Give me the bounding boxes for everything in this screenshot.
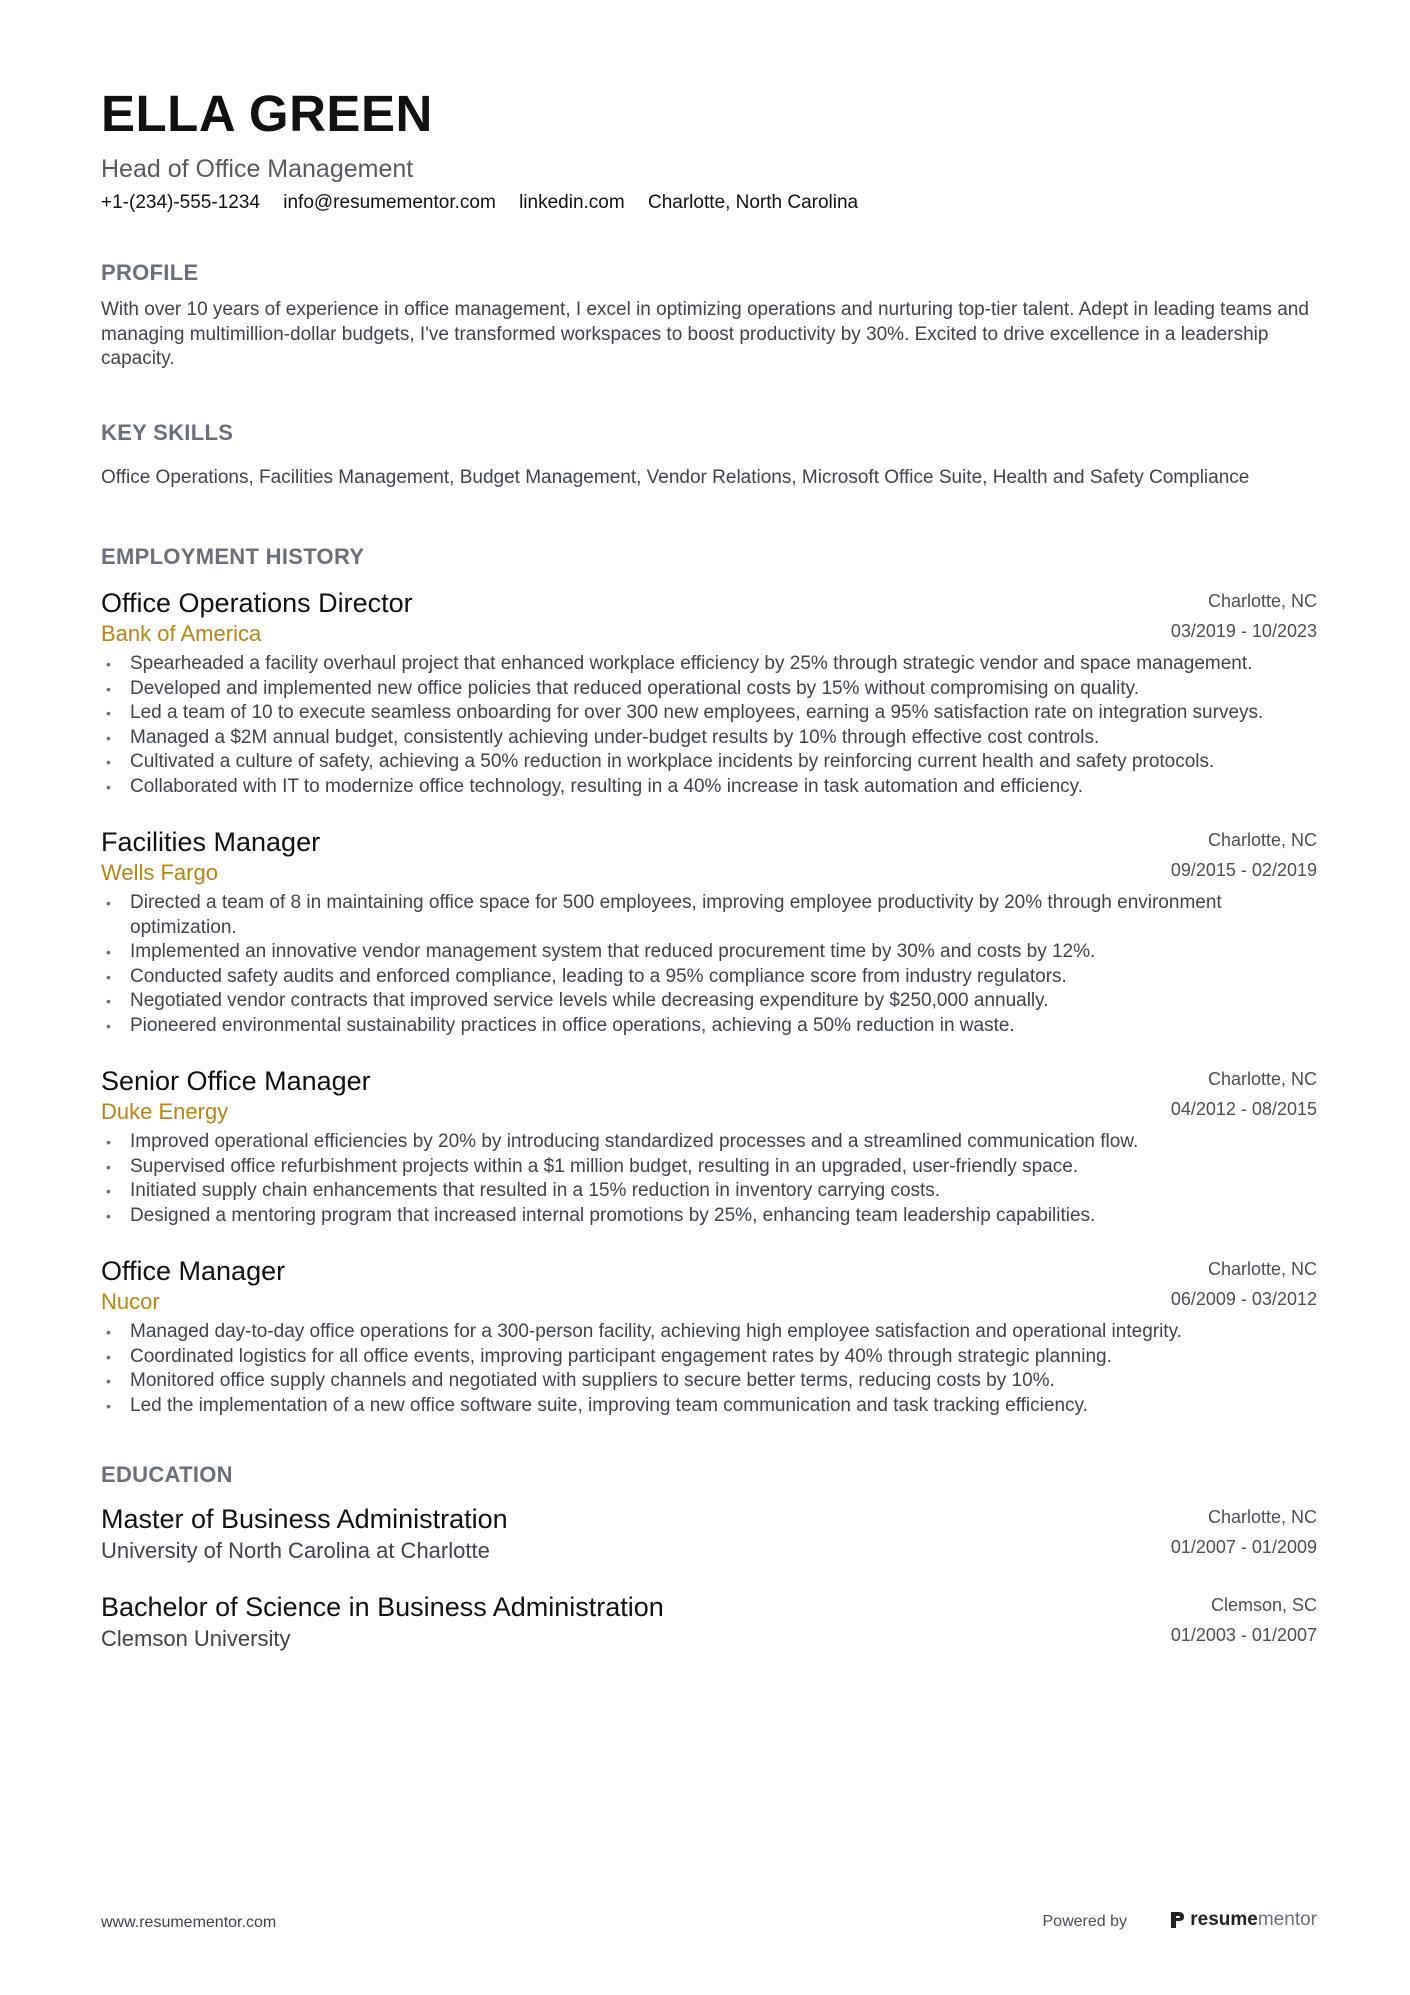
job-company: Nucor <box>101 1289 160 1314</box>
bullet-dot-icon: • <box>106 1017 111 1034</box>
job-bullets <box>101 652 1317 799</box>
job-meta <box>1171 586 1317 646</box>
job-bullets <box>101 891 1317 1038</box>
candidate-name: ELLA GREEN <box>101 85 433 142</box>
bullet-item: • Negotiated vendor contracts that improved service levels while decreasing expenditure by $250,000 annually. <box>101 989 1317 1014</box>
bullet-dot-icon: • <box>106 656 111 672</box>
bullet-dot-icon: • <box>106 754 111 770</box>
bullet-dot-icon: • <box>106 968 111 985</box>
contact-linkedin: linkedin.com <box>519 192 625 213</box>
section-title: EDUCATION <box>101 1462 233 1487</box>
powered-by-label: Powered by <box>1042 1913 1127 1930</box>
degree-title: Bachelor of Science in Business Administration <box>101 1592 664 1622</box>
bullet-dot-icon: • <box>106 1324 111 1340</box>
education-entry <box>101 1590 1317 1654</box>
education-meta <box>1171 1502 1317 1562</box>
bullet-item: • Coordinated logistics for all office events, improving participant engagement rates by 40% through strategic planning. <box>101 1345 1317 1370</box>
bullet-item: • Collaborated with IT to modernize office technology, resulting in a 40% increase in task automation and efficiency. <box>101 775 1317 800</box>
education-dates: 01/2007 - 01/2009 <box>1170 1537 1317 1557</box>
bullet-item: • Managed a $2M annual budget, consistently achieving under-budget results by 10% through effective cost controls. <box>101 726 1317 751</box>
job-location: Charlotte, NC <box>1207 591 1317 611</box>
job-header <box>101 825 1317 887</box>
bullet-dot-icon: • <box>106 1134 111 1150</box>
bullet-item: • Managed day-to-day office operations for a 300-person facility, achieving high employee satisfaction and operational integrity. <box>101 1320 1317 1345</box>
bullet-dot-icon: • <box>106 1183 111 1199</box>
job-dates: 06/2009 - 03/2012 <box>1170 1289 1317 1309</box>
school-name: University of North Carolina at Charlotte <box>101 1538 490 1563</box>
education-location: Charlotte, NC <box>1207 1507 1317 1527</box>
bullet-dot-icon: • <box>106 1207 111 1224</box>
bullet-dot-icon: • <box>106 778 111 795</box>
job-meta <box>1171 1254 1317 1314</box>
job-meta <box>1171 1064 1317 1124</box>
skills-text: Office Operations, Facilities Management, Budget Management, Vendor Relations, Microsoft Office Suite, Health and Safety Compliance <box>101 466 1250 488</box>
job-title: Office Operations Director <box>101 588 413 618</box>
job-entry <box>101 586 1317 799</box>
school-name: Clemson University <box>101 1626 291 1651</box>
resumementor-logo-icon <box>1168 1909 1186 1931</box>
profile-text: With over 10 years of experience in office management, I excel in optimizing operations and nurturing top-tier talent. Adept in leading teams and managing multimillion-dollar budgets, I've transformed workspaces to boost productivity by 30%. Excited to drive excellence in a leadership capacity. <box>101 299 1309 369</box>
bullet-dot-icon: • <box>106 705 111 721</box>
bullet-item: • Led the implementation of a new office software suite, improving team communication and task tracking efficiency. <box>101 1394 1317 1419</box>
job-location: Charlotte, NC <box>1207 830 1317 850</box>
bullet-item: • Implemented an innovative vendor management system that reduced procurement time by 30% and costs by 12%. <box>101 940 1317 965</box>
section-title: KEY SKILLS <box>101 419 234 445</box>
bullet-item: • Pioneered environmental sustainability practices in office operations, achieving a 50% reduction in waste. <box>101 1014 1317 1039</box>
contact-email: info@resumementor.com <box>283 192 496 213</box>
bullet-item: • Designed a mentoring program that increased internal promotions by 25%, enhancing team leadership capabilities. <box>101 1204 1317 1229</box>
bullet-item: • Improved operational efficiencies by 20% by introducing standardized processes and a streamlined communication flow. <box>101 1130 1317 1155</box>
bullet-item: • Initiated supply chain enhancements that resulted in a 15% reduction in inventory carrying costs. <box>101 1179 1317 1204</box>
footer-website-link[interactable]: www.resumementor.com <box>101 1914 277 1931</box>
resume-content <box>101 78 1317 1654</box>
bullet-dot-icon: • <box>106 1373 111 1389</box>
job-company: Wells Fargo <box>101 860 218 885</box>
bullet-item: • Developed and implemented new office policies that reduced operational costs by 15% without compromising on quality. <box>101 677 1317 702</box>
section-title: PROFILE <box>101 260 199 285</box>
profile-section <box>101 258 1317 372</box>
job-entry <box>101 825 1317 1038</box>
contact-line <box>101 190 1317 216</box>
job-bullets <box>101 1320 1317 1418</box>
job-title: Office Manager <box>101 1256 286 1286</box>
education-meta <box>1171 1590 1317 1650</box>
employment-section <box>101 542 1317 1418</box>
job-bullets <box>101 1130 1317 1228</box>
bullet-item: • Supervised office refurbishment projects within a $1 million budget, resulting in an upgraded, user-friendly space. <box>101 1155 1317 1180</box>
bullet-item: • Directed a team of 8 in maintaining office space for 500 employees, improving employee productivity by 20% through environment optimization. <box>106 892 1222 938</box>
job-entry <box>101 1254 1317 1418</box>
job-meta <box>1171 825 1317 885</box>
education-location: Clemson, SC <box>1210 1595 1317 1615</box>
job-header <box>101 586 1317 648</box>
job-header <box>101 1254 1317 1316</box>
bullet-dot-icon: • <box>106 1158 111 1175</box>
job-header <box>101 1064 1317 1126</box>
job-title: Facilities Manager <box>101 827 321 857</box>
brand-logo[interactable] <box>1168 1909 1317 1931</box>
bullet-dot-icon: • <box>106 729 111 746</box>
job-location: Charlotte, NC <box>1207 1259 1317 1279</box>
job-location: Charlotte, NC <box>1207 1069 1317 1089</box>
contact-location: Charlotte, North Carolina <box>647 192 859 213</box>
bullet-item: • Led a team of 10 to execute seamless onboarding for over 300 new employees, earning a 95% satisfaction rate on integration surveys. <box>101 701 1317 726</box>
job-entry <box>101 1064 1317 1228</box>
job-dates: 04/2012 - 08/2015 <box>1170 1099 1317 1119</box>
bullet-item: • Cultivated a culture of safety, achieving a 50% reduction in workplace incidents by reinforcing current health and safety protocols. <box>101 750 1317 775</box>
bullet-dot-icon: • <box>106 680 111 697</box>
skills-section <box>101 418 1317 491</box>
education-dates: 01/2003 - 01/2007 <box>1170 1625 1317 1645</box>
brand-name-light: mentor <box>1257 1909 1317 1930</box>
bullet-item: • Conducted safety audits and enforced compliance, leading to a 95% compliance score from industry regulators. <box>101 965 1317 990</box>
page-footer <box>101 1908 1317 1938</box>
bullet-item: • Monitored office supply channels and negotiated with suppliers to secure better terms, reducing costs by 10%. <box>101 1369 1317 1394</box>
bullet-dot-icon: • <box>106 993 111 1009</box>
bullet-dot-icon: • <box>106 944 111 960</box>
degree-title: Master of Business Administration <box>101 1504 508 1534</box>
bullet-dot-icon: • <box>106 1397 111 1414</box>
education-section <box>101 1460 1317 1654</box>
job-dates: 03/2019 - 10/2023 <box>1170 621 1317 641</box>
job-title: Senior Office Manager <box>101 1066 371 1096</box>
candidate-headline: Head of Office Management <box>101 155 414 183</box>
resume-header <box>101 78 1317 216</box>
job-company: Duke Energy <box>101 1099 229 1124</box>
section-title: EMPLOYMENT HISTORY <box>101 544 365 569</box>
bullet-item: • Spearheaded a facility overhaul project that enhanced workplace efficiency by 25% through strategic vendor and space management. <box>101 652 1317 677</box>
job-company: Bank of America <box>101 621 262 646</box>
contact-phone: +1-(234)-555-1234 <box>101 192 260 213</box>
bullet-dot-icon: • <box>106 1348 111 1365</box>
education-entry <box>101 1502 1317 1566</box>
brand-name-bold: resume <box>1190 1909 1258 1930</box>
bullet-dot-icon: • <box>106 895 111 911</box>
job-dates: 09/2015 - 02/2019 <box>1170 860 1317 880</box>
